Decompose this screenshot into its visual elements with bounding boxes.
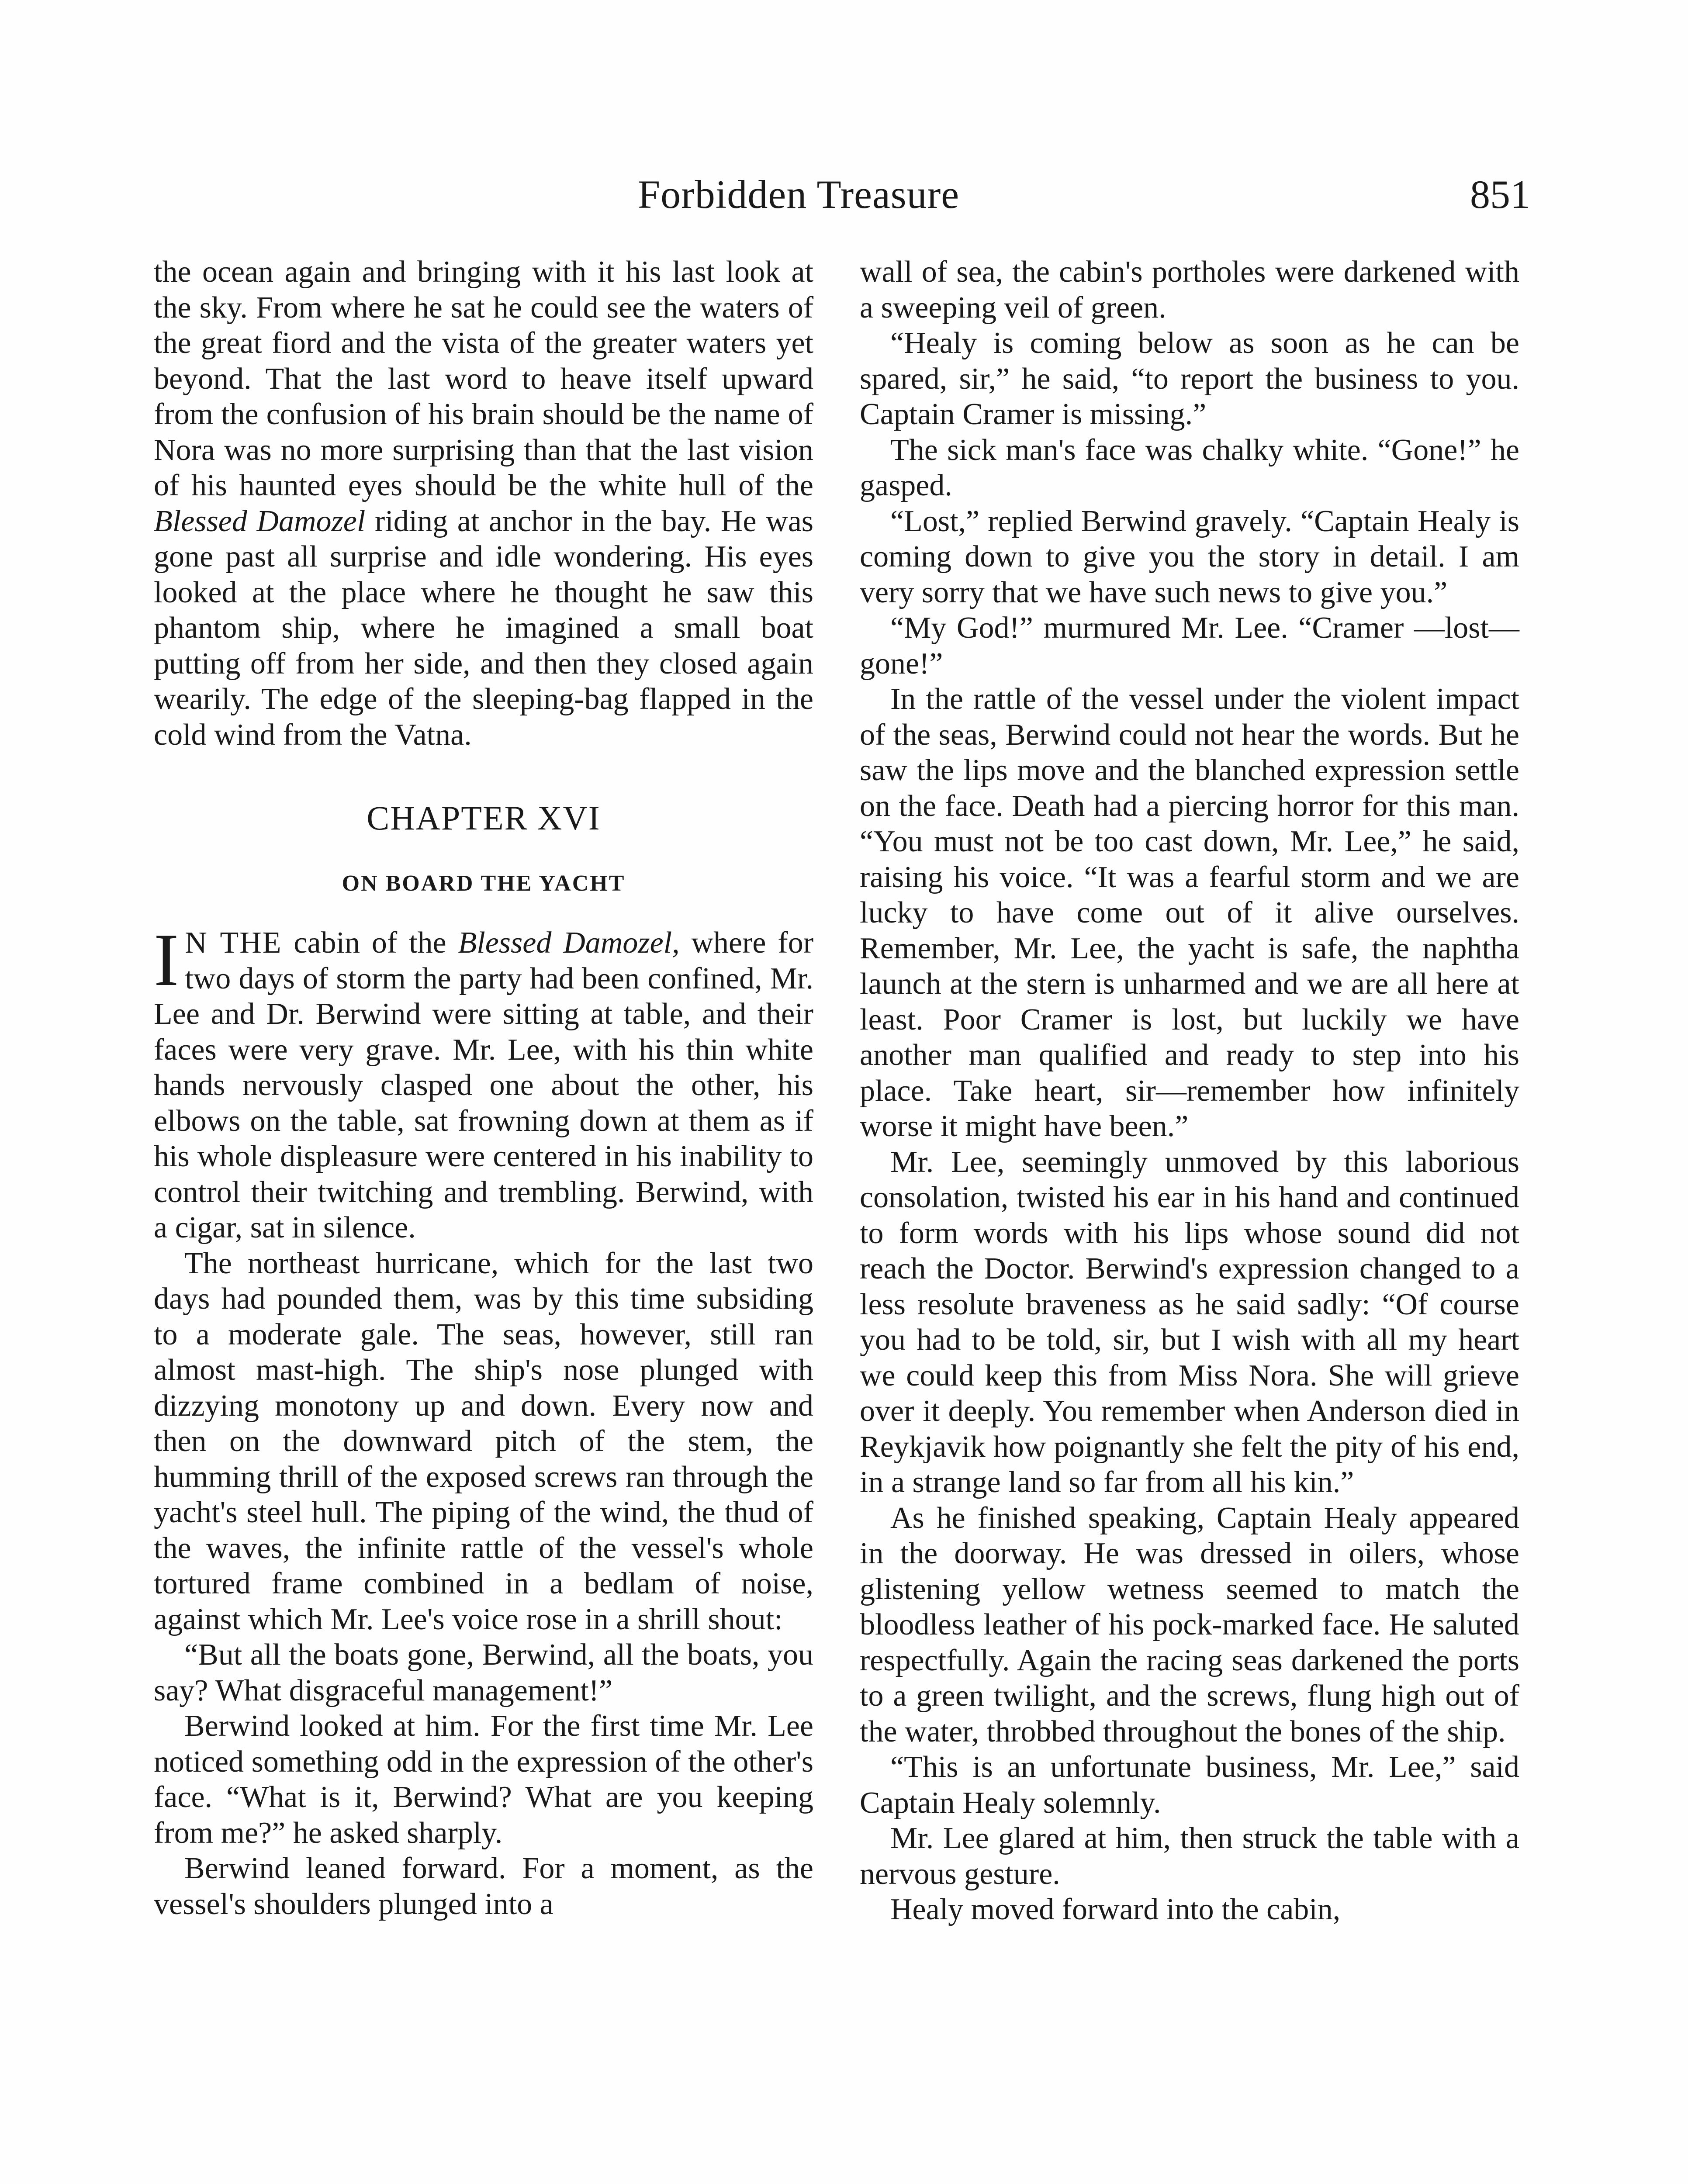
paragraph: Berwind looked at him. For the first time Mr. Lee noticed something odd in the expression of the other's face. “What is it, Berwind? What are you keeping from me?” he asked sharply.: [154, 1709, 813, 1850]
paragraph: “This is an unfortunate business, Mr. Lee,” said Captain Healy solemnly.: [860, 1750, 1519, 1820]
page-number: 851: [1470, 172, 1530, 217]
paragraph: “Healy is coming below as soon as he can be spared, sir,” he said, “to report the business to you. Captain Cramer is missing.”: [860, 326, 1519, 431]
paragraph: In the rattle of the vessel under the violent impact of the seas, Berwind could not hear the words. But he saw the lips move and the blanched expression settle on the face. Death had a piercing horror for this man. “You must not be too cast down, Mr. Lee,” he said, raising his voice. “It was a fearful storm and we are lucky to have come out of it alive ourselves. Remember, Mr. Lee, the yacht is safe, the naphtha launch at the stern is unharmed and we are all here at least. Poor Cramer is lost, but luckily we have another man qualified and ready to step into his place. Take heart, sir—remember how infinitely worse it might have been.”: [860, 682, 1519, 1143]
chapter-subheading: ON BOARD THE YACHT: [342, 871, 626, 896]
right-column: [860, 254, 1519, 1928]
chapter-heading: CHAPTER XVI: [367, 799, 601, 837]
paragraph: wall of sea, the cabin's portholes were darkened with a sweeping veil of green.: [860, 255, 1519, 325]
paragraph: “Lost,” replied Berwind gravely. “Captain Healy is coming down to give you the story in detail. I am very sorry that we have such news to give you.”: [860, 504, 1519, 609]
paragraph: “My God!” murmured Mr. Lee. “Cramer —lost—gone!”: [860, 611, 1519, 681]
paragraph: The northeast hurricane, which for the last two days had pounded them, was by this time subsiding to a moderate gale. The seas, however, still ran almost mast-high. The ship's nose plunged with dizzying monotony up and down. Every now and then on the downward pitch of the stem, the humming thrill of the exposed screws ran through the yacht's steel hull. The piping of the wind, the thud of the waves, the infinite rattle of the vessel's whole tortured frame combined in a bedlam of noise, against which Mr. Lee's voice rose in a shrill shout:: [154, 1246, 813, 1636]
opening-caps: N THE: [185, 926, 282, 960]
paragraph: Mr. Lee glared at him, then struck the table with a nervous gesture.: [860, 1821, 1519, 1891]
paragraph: “But all the boats gone, Berwind, all the boats, you say? What disgraceful management!”: [154, 1638, 813, 1707]
page-title: Forbidden Treasure: [638, 172, 960, 217]
left-column: [154, 254, 813, 1922]
paragraph: I N THE cabin of the Blessed Damozel, where for two days of storm the party had been confined, Mr. Lee and Dr. Berwind were sitting at table, and their faces were very grave. Mr. Lee, with his thin white hands nervously clasped one about the other, his elbows on the table, sat frowning down at them as if his whole displeasure were centered in his inability to control their twitching and trembling. Berwind, with a cigar, sat in silence.: [154, 919, 814, 1244]
paragraph: the ocean again and bringing with it his last look at the sky. From where he sat he could see the waters of the great fiord and the vista of the greater waters yet beyond. That the last word to heave itself upward from the confusion of his brain should be the name of Nora was no more surprising than that the last vision of his haunted eyes should be the white hull of the Blessed Damozel riding at anchor in the bay. He was gone past all surprise and idle wondering. His eyes looked at the place where he thought he saw this phantom ship, where he imagined a small boat putting off from her side, and then they closed again wearily. The edge of the sleeping-bag flapped in the cold wind from the Vatna.: [154, 255, 814, 752]
running-head: [0, 166, 1688, 223]
paragraph: Healy moved forward into the cabin,: [890, 1893, 1341, 1926]
paragraph: Mr. Lee, seemingly unmoved by this laborious consolation, twisted his ear in his hand and continued to form words with his lips whose sound did not reach the Doctor. Berwind's expression changed to a less resolute braveness as he said sadly: “Of course you had to be told, sir, but I wish with all my heart we could keep this from Miss Nora. She will grieve over it deeply. You remember when Anderson died in Reykjavik how poignantly she felt the pity of his end, in a strange land so far from all his kin.”: [860, 1145, 1519, 1499]
paragraph: Berwind leaned forward. For a moment, as the vessel's shoulders plunged into a: [154, 1852, 813, 1921]
paragraph: As he finished speaking, Captain Healy appeared in the doorway. He was dressed in oilers, whose glistening yellow wetness seemed to match the bloodless leather of his pock-marked face. He saluted respectfully. Again the racing seas darkened the ports to a green twilight, and the screws, flung high out of the water, throbbed throughout the bones of the ship.: [860, 1501, 1519, 1749]
paragraph: The sick man's face was chalky white. “Gone!” he gasped.: [860, 433, 1519, 502]
drop-cap: I: [154, 919, 179, 1002]
